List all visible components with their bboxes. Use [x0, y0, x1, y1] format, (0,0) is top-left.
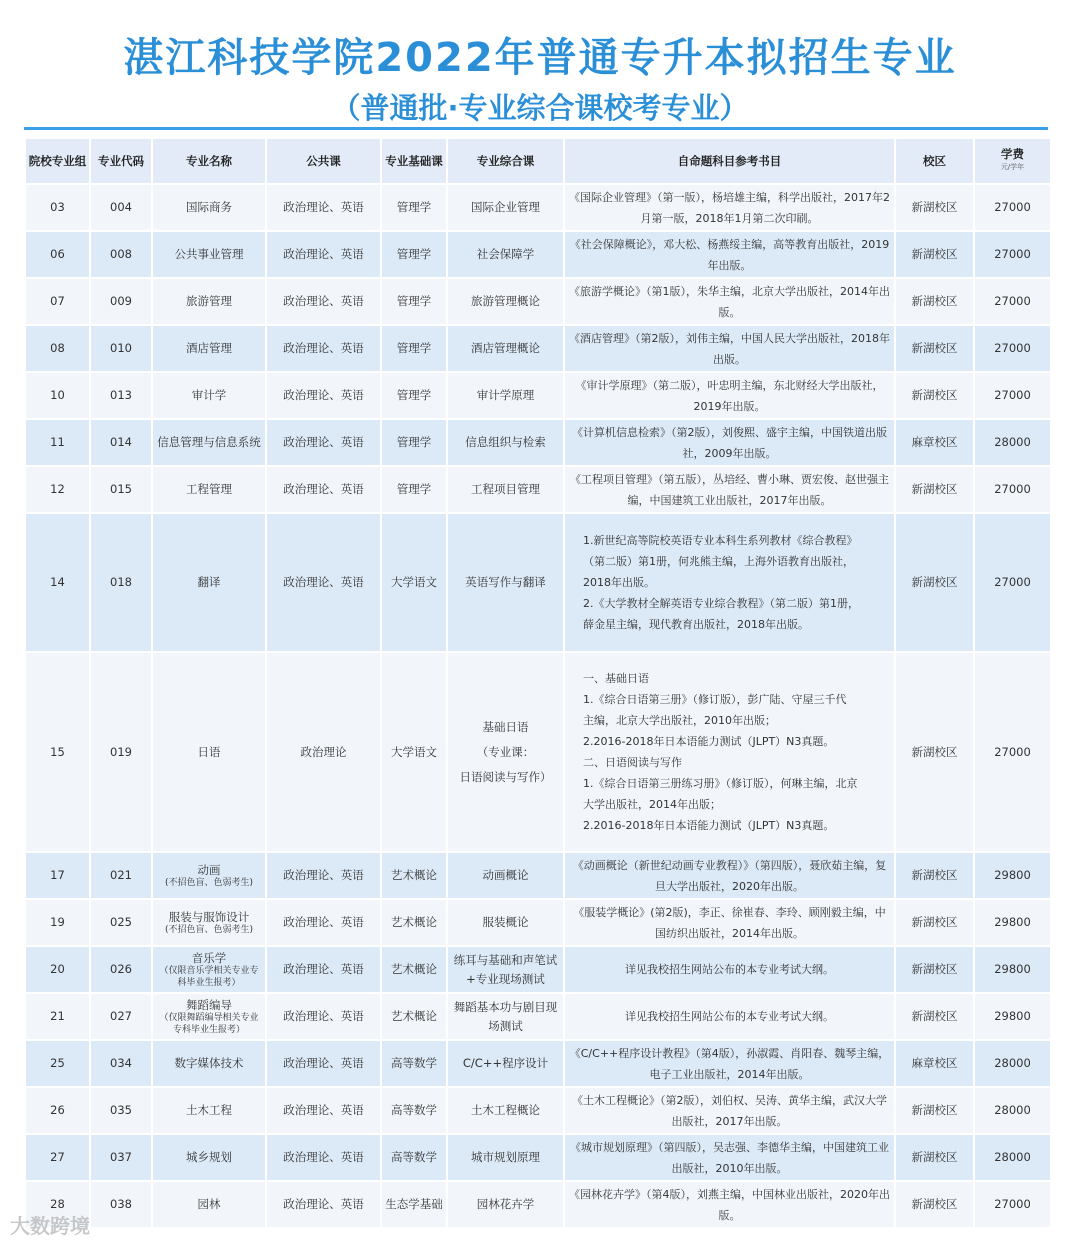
cell-code: 034: [90, 1040, 152, 1087]
name-note: （仅限音乐学相关专业专科毕业生报考）: [159, 965, 259, 988]
cell-fee: 28000: [974, 1087, 1051, 1134]
cell-code: 009: [90, 278, 152, 325]
cell-code: 018: [90, 513, 152, 652]
cell-comprehensive: 舞蹈基本功与剧目现场测试: [447, 993, 564, 1040]
cell-campus: 麻章校区: [895, 419, 974, 466]
table-row: [25, 1087, 1051, 1134]
cell-group: 21: [25, 993, 90, 1040]
header-comprehensive: 专业综合课: [447, 138, 564, 184]
cell-name: 工程管理: [152, 466, 266, 513]
cell-campus: 新湖校区: [895, 652, 974, 852]
cell-reference: 《土木工程概论》（第2版），刘伯权、吴涛、黄华主编，武汉大学出版社，2017年出版。: [564, 1087, 895, 1134]
page-title: 湛江科技学院2022年普通专升本拟招生专业: [123, 35, 957, 81]
name-note: (不招色盲、色弱考生): [164, 924, 254, 935]
cell-fee: 27000: [974, 372, 1051, 419]
header-group: 院校专业组: [25, 138, 90, 184]
cell-comprehensive: C/C++程序设计: [447, 1040, 564, 1087]
cell-name: 审计学: [152, 372, 266, 419]
cell-public: 政治理论、英语: [266, 852, 381, 899]
watermark-logo: 大数跨境: [10, 1214, 90, 1238]
cell-reference: 详见我校招生网站公布的本专业考试大纲。: [564, 993, 895, 1040]
cell-comprehensive: 基础日语 （专业课： 日语阅读与写作）: [447, 652, 564, 852]
cell-reference: 《国际企业管理》（第一版），杨培雄主编，科学出版社，2017年2月第一版，2018年1月第二次印刷。: [564, 184, 895, 231]
cell-comprehensive: 信息组织与检索: [447, 419, 564, 466]
page-subtitle: （普通批·专业综合课校考专业）: [331, 91, 749, 125]
cell-fee: 29800: [974, 993, 1051, 1040]
cell-reference: 《服装学概论》(第2版)，李正、徐崔春、李玲、顾刚毅主编，中国纺织出版社，2014年出版。: [564, 899, 895, 946]
cell-public: 政治理论、英语: [266, 1087, 381, 1134]
cell-basic: 管理学: [381, 184, 447, 231]
header-code: 专业代码: [90, 138, 152, 184]
header-public: 公共课: [266, 138, 381, 184]
cell-reference: 《旅游学概论》（第1版），朱华主编，北京大学出版社，2014年出版。: [564, 278, 895, 325]
cell-basic: 管理学: [381, 325, 447, 372]
cell-comprehensive: 动画概论: [447, 852, 564, 899]
cell-name: 城乡规划: [152, 1134, 266, 1181]
cell-group: 10: [25, 372, 90, 419]
cell-code: 019: [90, 652, 152, 852]
table-row: [25, 419, 1051, 466]
table-row: [25, 852, 1051, 899]
cell-group: 17: [25, 852, 90, 899]
cell-public: 政治理论、英语: [266, 899, 381, 946]
cell-reference: 《社会保障概论》，邓大松、杨燕绥主编，高等教育出版社，2019年出版。: [564, 231, 895, 278]
cell-comprehensive: 土木工程概论: [447, 1087, 564, 1134]
cell-basic: 管理学: [381, 466, 447, 513]
cell-fee: 28000: [974, 1134, 1051, 1181]
cell-group: 25: [25, 1040, 90, 1087]
cell-comprehensive: 旅游管理概论: [447, 278, 564, 325]
cell-basic: 管理学: [381, 372, 447, 419]
cell-group: 08: [25, 325, 90, 372]
cell-group: 12: [25, 466, 90, 513]
header-basic: 专业基础课: [381, 138, 447, 184]
cell-campus: 新湖校区: [895, 466, 974, 513]
cell-public: 政治理论、英语: [266, 278, 381, 325]
cell-name: 数字媒体技术: [152, 1040, 266, 1087]
cell-campus: 新湖校区: [895, 513, 974, 652]
cell-campus: 新湖校区: [895, 993, 974, 1040]
cell-name: 动画 (不招色盲、色弱考生): [152, 852, 266, 899]
table-row: [25, 946, 1051, 993]
cell-fee: 27000: [974, 513, 1051, 652]
table-row: [25, 899, 1051, 946]
name-note: （仅限舞蹈编导相关专业专科毕业生报考）: [159, 1012, 259, 1035]
cell-fee: 27000: [974, 278, 1051, 325]
cell-basic: 大学语文: [381, 513, 447, 652]
cell-comprehensive: 社会保障学: [447, 231, 564, 278]
major-table: [24, 137, 1052, 1229]
cell-name: 国际商务: [152, 184, 266, 231]
cell-public: 政治理论、英语: [266, 184, 381, 231]
cell-code: 026: [90, 946, 152, 993]
cell-code: 008: [90, 231, 152, 278]
table-row: [25, 231, 1051, 278]
cell-basic: 高等数学: [381, 1134, 447, 1181]
cell-campus: 新湖校区: [895, 278, 974, 325]
cell-fee: 27000: [974, 1181, 1051, 1228]
header-name: 专业名称: [152, 138, 266, 184]
cell-reference: 详见我校招生网站公布的本专业考试大纲。: [564, 946, 895, 993]
cell-code: 013: [90, 372, 152, 419]
cell-fee: 27000: [974, 466, 1051, 513]
cell-code: 038: [90, 1181, 152, 1228]
cell-reference: 《审计学原理》（第二版），叶忠明主编，东北财经大学出版社，2019年出版。: [564, 372, 895, 419]
cell-campus: 新湖校区: [895, 1134, 974, 1181]
cell-basic: 艺术概论: [381, 993, 447, 1040]
cell-public: 政治理论、英语: [266, 1040, 381, 1087]
cell-basic: 艺术概论: [381, 946, 447, 993]
cell-name: 服装与服饰设计 (不招色盲、色弱考生): [152, 899, 266, 946]
cell-basic: 管理学: [381, 278, 447, 325]
table-row: [25, 1040, 1051, 1087]
cell-code: 014: [90, 419, 152, 466]
cell-group: 03: [25, 184, 90, 231]
cell-name: 音乐学 （仅限音乐学相关专业专科毕业生报考）: [152, 946, 266, 993]
cell-group: 11: [25, 419, 90, 466]
cell-reference: 《C/C++程序设计教程》（第4版），孙淑霞、肖阳春、魏琴主编，电子工业出版社，2014年出版。: [564, 1040, 895, 1087]
cell-fee: 27000: [974, 652, 1051, 852]
cell-public: 政治理论、英语: [266, 513, 381, 652]
header-campus: 校区: [895, 138, 974, 184]
cell-public: 政治理论、英语: [266, 1134, 381, 1181]
cell-basic: 管理学: [381, 419, 447, 466]
cell-comprehensive: 服装概论: [447, 899, 564, 946]
cell-group: 14: [25, 513, 90, 652]
cell-group: 27: [25, 1134, 90, 1181]
cell-name: 旅游管理: [152, 278, 266, 325]
name-note: (不招色盲、色弱考生): [164, 877, 254, 888]
cell-basic: 大学语文: [381, 652, 447, 852]
cell-basic: 艺术概论: [381, 852, 447, 899]
cell-comprehensive: 园林花卉学: [447, 1181, 564, 1228]
cell-reference: 一、基础日语 1.《综合日语第三册》（修订版），彭广陆、守屋三千代 主编，北京大学出版社，2010年出版； 2.2016-2018年日本语能力测试（JLPT）N3真题。 二、日语阅读与写作 1.《综合日语第三册练习册》（修订版），何琳主编，北京 大学出版社，2014年出版； 2.2016-2018年日本语能力测试（JLPT）N3真题。: [564, 652, 895, 852]
table-header-row: [25, 138, 1051, 184]
cell-code: 037: [90, 1134, 152, 1181]
cell-fee: 27000: [974, 231, 1051, 278]
cell-public: 政治理论、英语: [266, 466, 381, 513]
table-row: [25, 513, 1051, 652]
cell-comprehensive: 酒店管理概论: [447, 325, 564, 372]
cell-comprehensive: 练耳与基础和声笔试+专业现场测试: [447, 946, 564, 993]
cell-group: 07: [25, 278, 90, 325]
header-reference: 自命题科目参考书目: [564, 138, 895, 184]
cell-code: 004: [90, 184, 152, 231]
cell-campus: 新湖校区: [895, 946, 974, 993]
cell-name: 土木工程: [152, 1087, 266, 1134]
cell-name: 园林: [152, 1181, 266, 1228]
cell-campus: 新湖校区: [895, 1181, 974, 1228]
cell-campus: 新湖校区: [895, 325, 974, 372]
cell-campus: 新湖校区: [895, 184, 974, 231]
cell-name: 信息管理与信息系统: [152, 419, 266, 466]
cell-name: 翻译: [152, 513, 266, 652]
cell-public: 政治理论、英语: [266, 325, 381, 372]
cell-group: 20: [25, 946, 90, 993]
header-fee: 学费 元/学年: [974, 138, 1051, 184]
cell-campus: 新湖校区: [895, 852, 974, 899]
cell-comprehensive: 英语写作与翻译: [447, 513, 564, 652]
table-row: [25, 372, 1051, 419]
title-divider: [24, 127, 1048, 130]
cell-group: 06: [25, 231, 90, 278]
table-row: [25, 466, 1051, 513]
cell-reference: 《酒店管理》（第2版），刘伟主编，中国人民大学出版社，2018年出版。: [564, 325, 895, 372]
cell-campus: 新湖校区: [895, 899, 974, 946]
cell-public: 政治理论、英语: [266, 993, 381, 1040]
cell-basic: 管理学: [381, 231, 447, 278]
cell-basic: 高等数学: [381, 1087, 447, 1134]
table-row: [25, 1181, 1051, 1228]
cell-campus: 新湖校区: [895, 231, 974, 278]
cell-code: 025: [90, 899, 152, 946]
cell-code: 027: [90, 993, 152, 1040]
cell-name: 日语: [152, 652, 266, 852]
cell-group: 15: [25, 652, 90, 852]
cell-group: 28: [25, 1181, 90, 1228]
cell-group: 19: [25, 899, 90, 946]
cell-reference: 《动画概论（新世纪动画专业教程）》（第四版），聂欣茹主编，复旦大学出版社，2020年出版。: [564, 852, 895, 899]
cell-name: 酒店管理: [152, 325, 266, 372]
cell-name: 舞蹈编导 （仅限舞蹈编导相关专业专科毕业生报考）: [152, 993, 266, 1040]
cell-public: 政治理论、英语: [266, 946, 381, 993]
cell-reference: 《工程项目管理》（第五版），丛培经、曹小琳、贾宏俊、赵世强主编，中国建筑工业出版社，2017年出版。: [564, 466, 895, 513]
cell-public: 政治理论、英语: [266, 1181, 381, 1228]
table-row: [25, 993, 1051, 1040]
cell-public: 政治理论、英语: [266, 231, 381, 278]
table-row: [25, 278, 1051, 325]
cell-fee: 29800: [974, 852, 1051, 899]
cell-name: 公共事业管理: [152, 231, 266, 278]
cell-public: 政治理论、英语: [266, 419, 381, 466]
cell-fee: 28000: [974, 1040, 1051, 1087]
cell-fee: 28000: [974, 419, 1051, 466]
cell-public: 政治理论、英语: [266, 372, 381, 419]
cell-code: 021: [90, 852, 152, 899]
cell-basic: 生态学基础: [381, 1181, 447, 1228]
cell-comprehensive: 工程项目管理: [447, 466, 564, 513]
cell-reference: 《城市规划原理》（第四版），吴志强、李德华主编，中国建筑工业出版社，2010年出版。: [564, 1134, 895, 1181]
cell-campus: 麻章校区: [895, 1040, 974, 1087]
cell-public: 政治理论: [266, 652, 381, 852]
cell-campus: 新湖校区: [895, 1087, 974, 1134]
cell-reference: 《计算机信息检索》（第2版），刘俊熙、盛宇主编，中国铁道出版社，2009年出版。: [564, 419, 895, 466]
cell-fee: 29800: [974, 899, 1051, 946]
table-row: [25, 184, 1051, 231]
cell-code: 015: [90, 466, 152, 513]
table-row: [25, 1134, 1051, 1181]
table-row: [25, 652, 1051, 852]
table-row: [25, 325, 1051, 372]
cell-comprehensive: 城市规划原理: [447, 1134, 564, 1181]
cell-fee: 29800: [974, 946, 1051, 993]
cell-code: 035: [90, 1087, 152, 1134]
cell-basic: 艺术概论: [381, 899, 447, 946]
cell-comprehensive: 国际企业管理: [447, 184, 564, 231]
cell-fee: 27000: [974, 184, 1051, 231]
cell-campus: 新湖校区: [895, 372, 974, 419]
cell-reference: 《园林花卉学》（第4版），刘燕主编，中国林业出版社，2020年出版。: [564, 1181, 895, 1228]
cell-group: 26: [25, 1087, 90, 1134]
cell-code: 010: [90, 325, 152, 372]
cell-basic: 高等数学: [381, 1040, 447, 1087]
cell-comprehensive: 审计学原理: [447, 372, 564, 419]
cell-reference: 1.新世纪高等院校英语专业本科生系列教材《综合教程》 （第二版）第1册，何兆熊主编，上海外语教育出版社， 2018年出版。 2.《大学教材全解英语专业综合教程》（第二版）第1册， 薛金星主编，现代教育出版社，2018年出版。: [564, 513, 895, 652]
cell-fee: 27000: [974, 325, 1051, 372]
